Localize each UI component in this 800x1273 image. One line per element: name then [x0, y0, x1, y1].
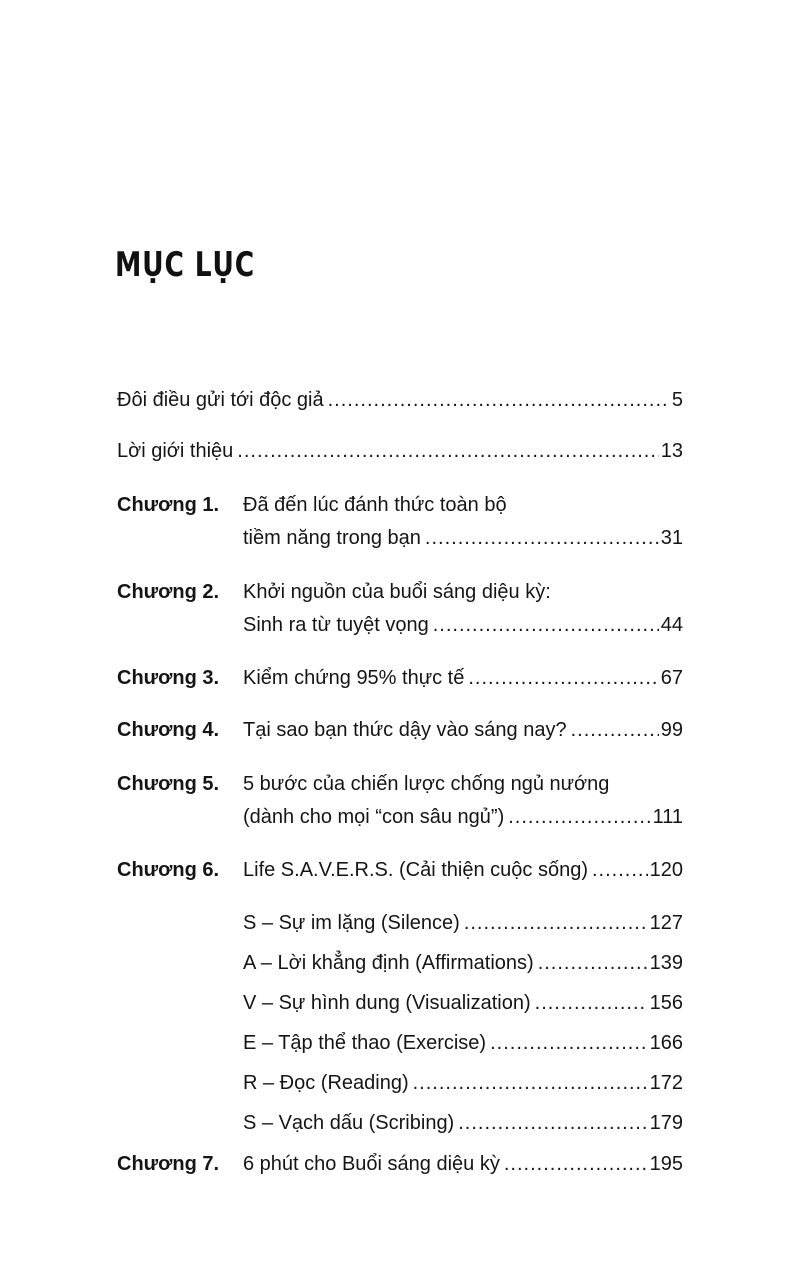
toc-entry-text: Sinh ra từ tuyệt vọng [243, 614, 429, 636]
dot-leader [468, 665, 658, 691]
toc-entry-text: S – Vạch dấu (Scribing) [243, 1112, 455, 1134]
chapter-label: Chương 2. [117, 581, 220, 603]
toc-entry-chapter-7 [243, 1151, 683, 1177]
toc-subentry-silence [243, 910, 683, 936]
toc-entry-text: E – Tập thể thao (Exercise) [243, 1032, 487, 1054]
chapter-label: Chương 5. [117, 773, 220, 795]
toc-page-number: 120 [649, 859, 683, 881]
toc-entry-readers-note [117, 387, 683, 413]
toc-entry-text-line1: 5 bước của chiến lược chống ngủ nướng [243, 773, 610, 795]
toc-page-number: 31 [660, 527, 683, 549]
chapter-label: Chương 6. [117, 859, 220, 881]
dot-leader [490, 1030, 648, 1056]
chapter-label: Chương 3. [117, 667, 220, 689]
toc-page-number: 67 [660, 667, 683, 689]
toc-entry-chapter-5 [243, 804, 683, 830]
toc-page-number: 156 [649, 992, 683, 1014]
toc-entry-text: (dành cho mọi “con sâu ngủ”) [243, 806, 505, 828]
toc-page-number: 139 [649, 952, 683, 974]
toc-page-number: 172 [649, 1072, 683, 1094]
toc-page-number: 44 [660, 614, 683, 636]
toc-entry-chapter-3 [243, 665, 683, 691]
toc-entry-text: Kiểm chứng 95% thực tế [243, 667, 465, 689]
dot-leader [535, 990, 648, 1016]
dot-leader [237, 438, 658, 464]
toc-page-number: 195 [649, 1153, 683, 1175]
dot-leader [538, 950, 648, 976]
toc-entry-text: 6 phút cho Buổi sáng diệu kỳ [243, 1153, 500, 1175]
dot-leader [433, 612, 659, 638]
dot-leader [592, 857, 648, 883]
dot-leader [458, 1110, 647, 1136]
chapter-label: Chương 7. [117, 1153, 220, 1175]
toc-page-number: 5 [671, 389, 683, 411]
toc-entry-introduction [117, 438, 683, 464]
toc-entry-text: Tại sao bạn thức dậy vào sáng nay? [243, 719, 567, 741]
toc-page-number: 111 [652, 806, 683, 828]
toc-entry-text: S – Sự im lặng (Silence) [243, 912, 460, 934]
toc-subentry-visualization [243, 990, 683, 1016]
toc-entry-chapter-6 [243, 857, 683, 883]
toc-entry-text: Đôi điều gửi tới độc giả [117, 389, 324, 411]
toc-page-number: 99 [660, 719, 683, 741]
toc-entry-text: R – Đọc (Reading) [243, 1072, 409, 1094]
dot-leader [425, 525, 659, 551]
dot-leader [571, 717, 659, 743]
dot-leader [508, 804, 650, 830]
toc-entry-text: Lời giới thiệu [117, 440, 234, 462]
toc-entry-chapter-4 [243, 717, 683, 743]
dot-leader [413, 1070, 648, 1096]
toc-page-number: 13 [660, 440, 683, 462]
toc-entry-text: A – Lời khẳng định (Affirmations) [243, 952, 534, 974]
toc-entry-text-line1: Khởi nguồn của buổi sáng diệu kỳ: [243, 581, 551, 603]
dot-leader [328, 387, 670, 413]
chapter-label: Chương 1. [117, 494, 220, 516]
toc-subentry-reading [243, 1070, 683, 1096]
page-title: MỤC LỤC [115, 245, 255, 285]
toc-subentry-affirmations [243, 950, 683, 976]
dot-leader [464, 910, 648, 936]
toc-entry-chapter-1 [243, 525, 683, 551]
toc-page-number: 127 [649, 912, 683, 934]
toc-entry-text-line1: Đã đến lúc đánh thức toàn bộ [243, 494, 507, 516]
dot-leader [504, 1151, 648, 1177]
toc-page-number: 166 [649, 1032, 683, 1054]
chapter-label: Chương 4. [117, 719, 220, 741]
toc-subentry-exercise [243, 1030, 683, 1056]
toc-page-number: 179 [649, 1112, 683, 1134]
toc-entry-chapter-2 [243, 612, 683, 638]
toc-entry-text: V – Sự hình dung (Visualization) [243, 992, 531, 1014]
toc-entry-text: tiềm năng trong bạn [243, 527, 421, 549]
toc-entry-text: Life S.A.V.E.R.S. (Cải thiện cuộc sống) [243, 859, 588, 881]
toc-subentry-scribing [243, 1110, 683, 1136]
